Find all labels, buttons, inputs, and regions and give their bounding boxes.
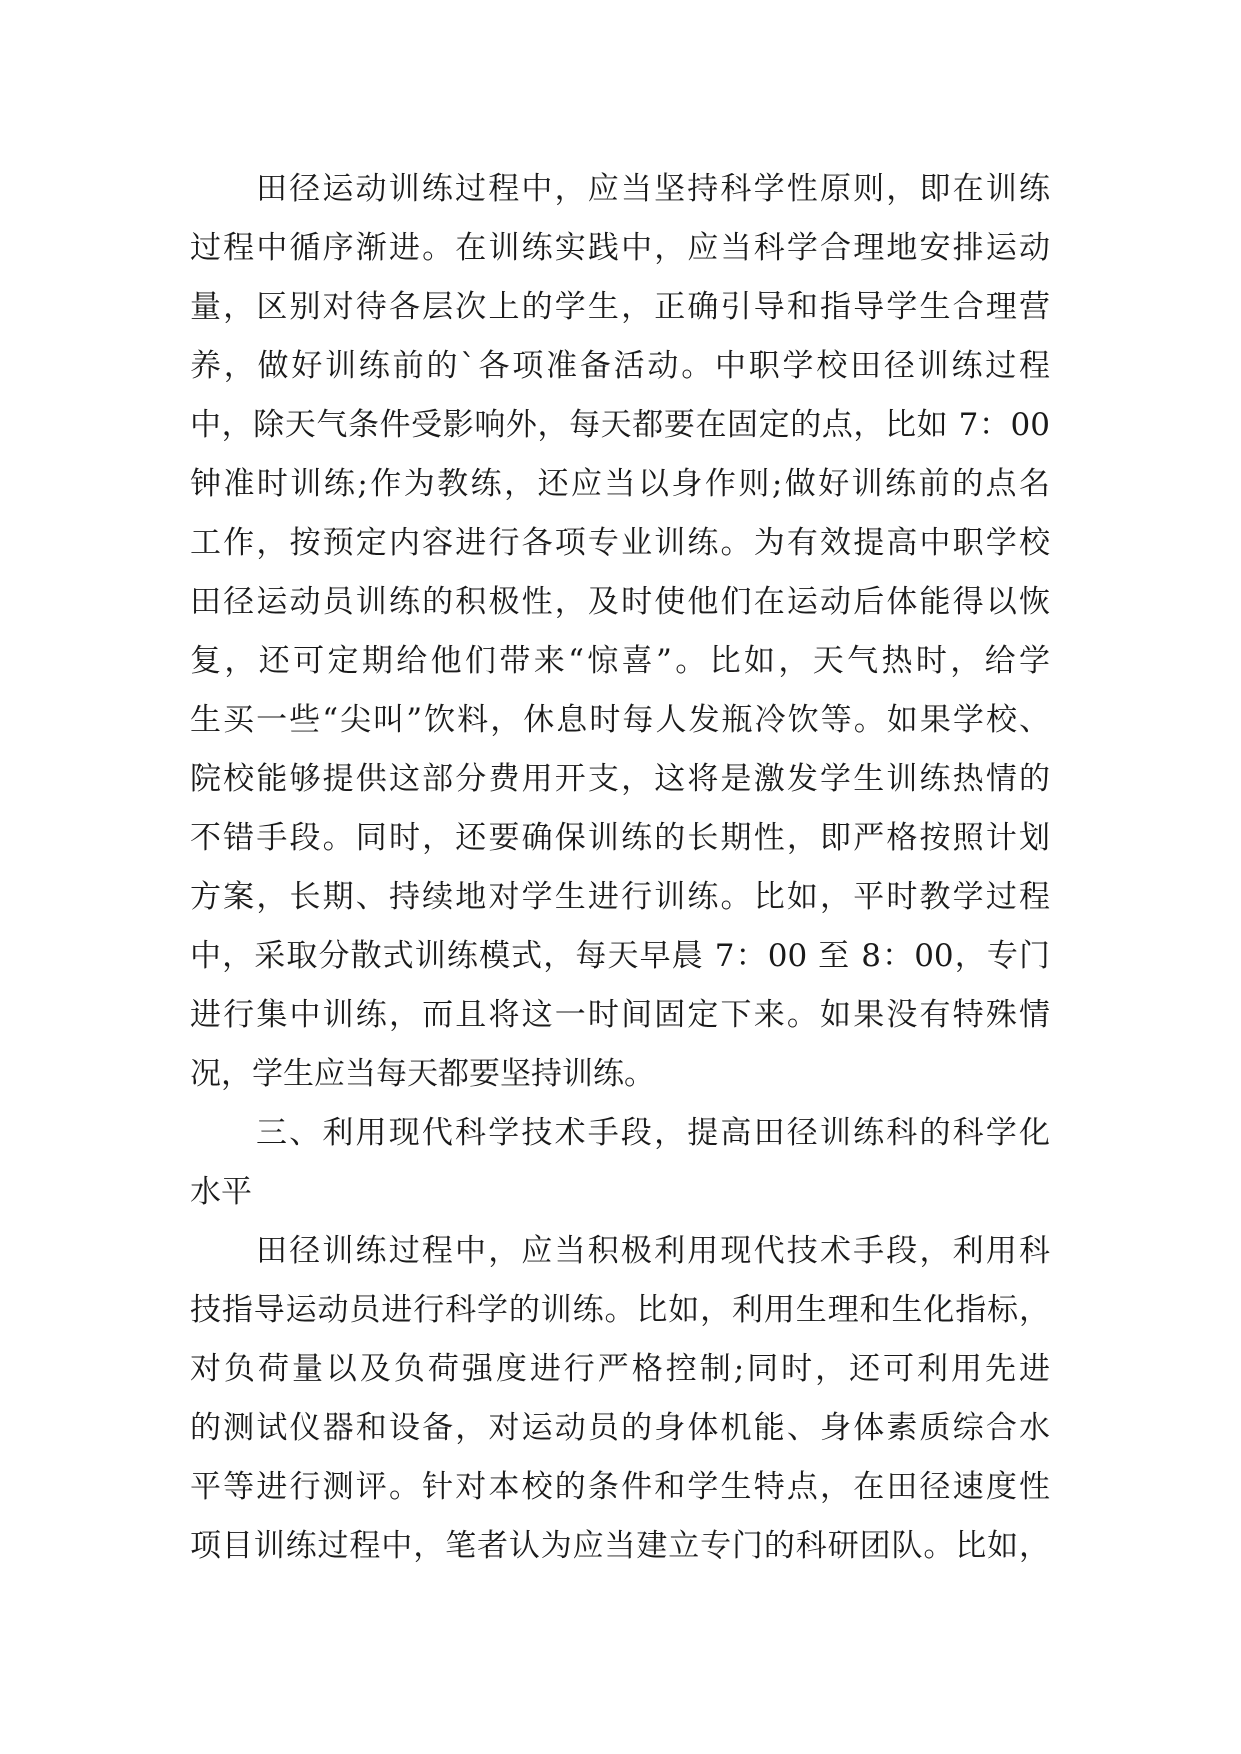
text-line: 况，学生应当每天都要坚持训练。 [190, 1056, 655, 1092]
text-line: 田径运动训练过程中，应当坚持科学性原则，即在训练 [256, 171, 1050, 207]
text-line: 项目训练过程中，笔者认为应当建立专门的科研团队。比如， [190, 1528, 1050, 1564]
text-line: 的测试仪器和设备，对运动员的身体机能、身体素质综合水 [190, 1410, 1050, 1446]
document-body [190, 160, 1050, 1576]
text-line: 量，区别对待各层次上的学生，正确引导和指导学生合理营 [190, 289, 1050, 325]
paragraph-technology [190, 1222, 1050, 1576]
text-line: 田径运动员训练的积极性，及时使他们在运动后体能得以恢 [190, 584, 1050, 620]
text-line: 进行集中训练，而且将这一时间固定下来。如果没有特殊情 [190, 997, 1050, 1033]
text-line: 田径训练过程中，应当积极利用现代技术手段，利用科 [256, 1233, 1050, 1269]
paragraph-training-principles [190, 160, 1050, 1104]
text-line: 生买一些“尖叫”饮料，休息时每人发瓶冷饮等。如果学校、 [190, 702, 1050, 738]
text-line: 对负荷量以及负荷强度进行严格控制;同时，还可利用先进 [190, 1351, 1050, 1387]
text-line: 复，还可定期给他们带来“惊喜”。比如，天气热时，给学 [190, 643, 1050, 679]
text-line: 技指导运动员进行科学的训练。比如，利用生理和生化指标， [190, 1292, 1050, 1328]
section-heading [190, 1104, 1050, 1222]
text-line: 钟准时训练;作为教练，还应当以身作则;做好训练前的点名 [190, 466, 1050, 502]
text-line: 不错手段。同时，还要确保训练的长期性，即严格按照计划 [190, 820, 1050, 856]
text-line: 中，采取分散式训练模式，每天早晨 7：00 至 8：00，专门 [190, 938, 1050, 974]
text-line: 过程中循序渐进。在训练实践中，应当科学合理地安排运动 [190, 230, 1050, 266]
text-line: 养，做好训练前的`各项准备活动。中职学校田径训练过程 [190, 348, 1050, 384]
heading-line: 三、利用现代科学技术手段，提高田径训练科的科学化 [256, 1115, 1050, 1151]
text-line: 院校能够提供这部分费用开支，这将是激发学生训练热情的 [190, 761, 1050, 797]
text-line: 方案，长期、持续地对学生进行训练。比如，平时教学过程 [190, 879, 1050, 915]
heading-line: 水平 [190, 1174, 252, 1210]
text-line: 工作，按预定内容进行各项专业训练。为有效提高中职学校 [190, 525, 1050, 561]
text-line: 中，除天气条件受影响外，每天都要在固定的点，比如 7：00 [190, 407, 1050, 443]
text-line: 平等进行测评。针对本校的条件和学生特点，在田径速度性 [190, 1469, 1050, 1505]
